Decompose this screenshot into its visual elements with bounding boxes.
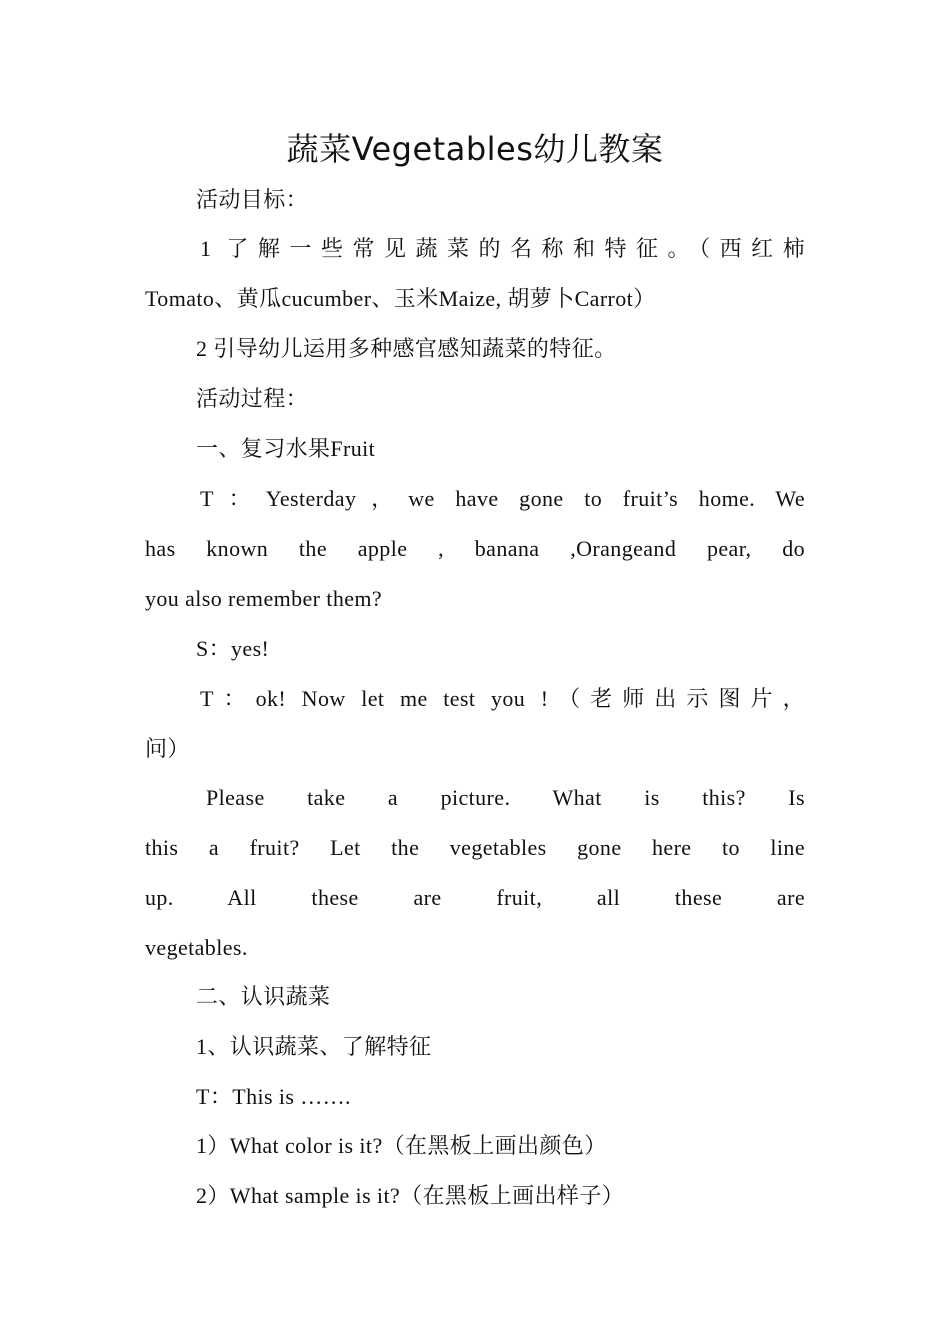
student-reply: S：yes!: [196, 636, 270, 661]
section-heading-process: 活动过程：: [196, 386, 309, 411]
step-2-substep-1: 1、认识蔬菜、了解特征: [196, 1034, 432, 1059]
step-1-heading: 一、复习水果Fruit: [196, 436, 376, 461]
question-color: 1）What color is it?（在黑板上画出颜色）: [196, 1133, 607, 1158]
question-sample: 2）What sample is it?（在黑板上画出样子）: [196, 1183, 625, 1208]
document-title: 蔬菜Vegetables幼儿教案: [286, 130, 664, 168]
paragraph-picture-line-1: Please take a picture. What is this? Is: [206, 785, 805, 810]
paragraph-teacher-2-line-1: T：ok! Now let me test you !（老师出示图片，: [200, 686, 805, 711]
paragraph-picture-line-3: up. All these are fruit, all these are: [145, 885, 805, 910]
teacher-line-this-is: T：This is …….: [196, 1084, 351, 1109]
paragraph-teacher-2-line-2: 问）: [145, 736, 190, 761]
objective-1-line-1: 1 了解一些常见蔬菜的名称和特征。（西红柿: [200, 236, 805, 261]
paragraph-teacher-1-line-3: you also remember them?: [145, 586, 383, 611]
section-heading-objectives: 活动目标：: [196, 187, 309, 212]
paragraph-picture-line-4: vegetables.: [145, 935, 248, 960]
step-2-heading: 二、认识蔬菜: [196, 984, 331, 1009]
paragraph-teacher-1-line-1: T：Yesterday，we have gone to fruit’s home. We: [200, 486, 805, 511]
objective-1-line-2: Tomato、黄瓜cucumber、玉米Maize, 胡萝卜Carrot）: [145, 286, 656, 311]
paragraph-picture-line-2: this a fruit? Let the vegetables gone here to line: [145, 835, 805, 860]
paragraph-teacher-1-line-2: has known the apple , banana ,Orangeand pear, do: [145, 536, 805, 561]
objective-2: 2 引导幼儿运用多种感官感知蔬菜的特征。: [196, 336, 617, 361]
